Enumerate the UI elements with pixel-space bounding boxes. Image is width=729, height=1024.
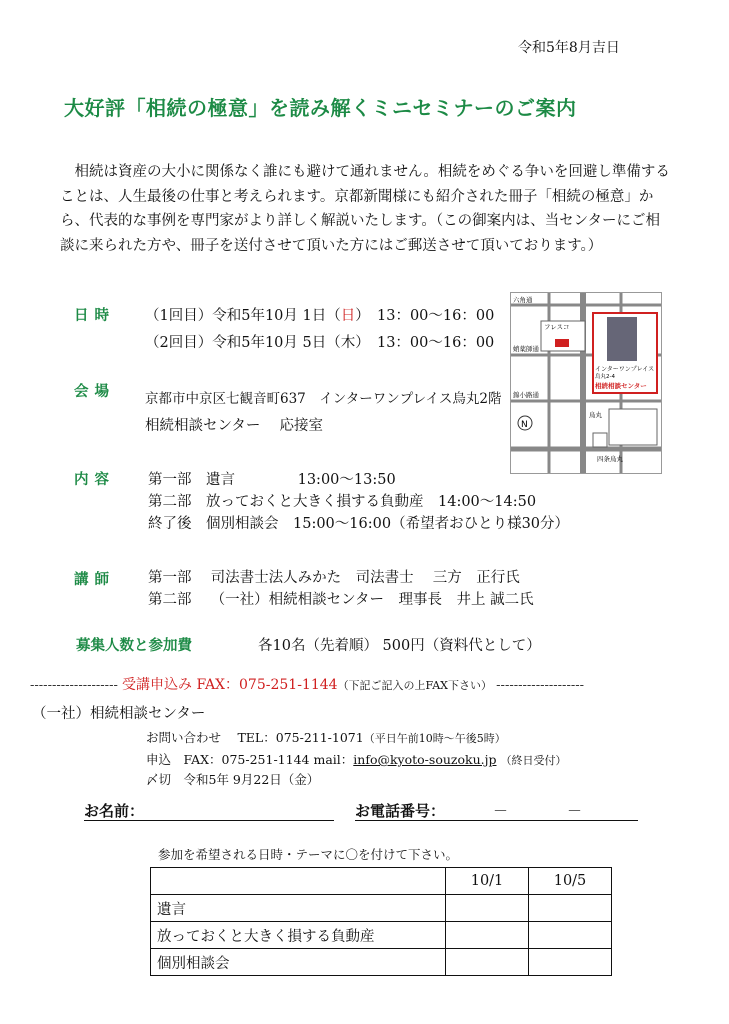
content-text: 放っておくと大きく損する負動産 14:00～14:50 (206, 494, 537, 510)
venue-address: 京都市中京区七観音町637 インターワンプレイス烏丸2階 (145, 391, 502, 407)
apply-heading: 受講申込み FAX：075-251-1144 (122, 677, 338, 693)
table-row (151, 895, 612, 922)
map-building: インターワンプレイス (595, 366, 655, 373)
org-name: （一社）相続相談センター (32, 706, 206, 722)
lecturer-row-1 (148, 566, 520, 587)
phone-separator-1: － (493, 802, 509, 820)
map-street-takoyakushi: 蛸薬師通 (513, 345, 539, 353)
table-cell-checkbox[interactable] (446, 922, 529, 949)
form-instruction: 参加を希望される日時・テーマに〇を付けて下さい。 (158, 847, 459, 862)
content-part: 第一部 (148, 472, 192, 488)
schedule-label: 日時 (74, 307, 115, 324)
intro-paragraph: 相続は資産の大小に関係なく誰にも避けて通れません。相続をめぐる争いを回避し準備することは、人生最後の仕事と考えられます。京都新聞様にも紹介された冊子「相続の極意」から、代表的な事例を専門家がより詳しく解説いたします。（この御案内は、当センターにご相談に来られた方や、冊子を送付させて頂いた方にはご郵送させて頂いております。） (60, 164, 670, 254)
lecturer-text: （一社）相続相談センター 理事長 井上 誠二氏 (210, 592, 534, 608)
contact-inquiry (146, 728, 506, 746)
name-field[interactable] (84, 800, 334, 821)
issue-date: 令和5年8月吉日 (518, 40, 620, 56)
table-cell-checkbox[interactable] (529, 895, 612, 922)
venue-room: 相続相談センター 応接室 (145, 418, 324, 434)
table-row-label: 遺言 (151, 895, 446, 922)
apply-note: （下記ご記入の上FAX下さい） (337, 679, 493, 692)
map-floor: 烏丸2-4 (595, 374, 615, 380)
table-cell-checkbox[interactable] (529, 922, 612, 949)
contact-mail-link[interactable]: info@kyoto-souzoku.jp (353, 752, 497, 767)
lecturer-row-2 (148, 588, 534, 609)
table-row (151, 922, 612, 949)
map-street-rokkaku: 六角通 (513, 296, 533, 304)
table-header-row (151, 868, 612, 895)
apply-separator (30, 674, 720, 694)
contact-fax-mail (146, 750, 566, 768)
content-row-3 (148, 512, 569, 533)
map-street-shijo: 四条烏丸 (597, 455, 623, 463)
participation-table (150, 867, 612, 976)
content-part: 第二部 (148, 494, 192, 510)
table-header-col2: 10/5 (529, 868, 612, 895)
name-field-label: お名前： (84, 802, 145, 820)
map-store: フレスコ (544, 323, 570, 331)
lecturer-part: 第二部 (148, 592, 192, 608)
venue-label: 会場 (74, 383, 115, 400)
map-center: 相続相談センター (595, 382, 647, 390)
lecturer-label: 講師 (74, 571, 115, 588)
phone-separator-2: － (567, 802, 583, 820)
access-map (510, 292, 662, 474)
content-part: 終了後 (148, 516, 192, 532)
content-text: 遺言 13:00～13:50 (206, 472, 396, 488)
apply-dashes-right: -------------------- (496, 678, 585, 693)
table-row (151, 949, 612, 976)
table-row-label: 放っておくと大きく損する負動産 (151, 922, 446, 949)
phone-field-label: お電話番号： (355, 802, 446, 820)
schedule-line-1-pre: （1回目）令和5年10月 1日（ (145, 308, 341, 324)
page-title: 大好評「相続の極意」を読み解くミニセミナーのご案内 (64, 96, 577, 120)
content-text: 個別相談会 15:00～16:00（希望者おひとり様30分） (206, 516, 570, 532)
table-cell-checkbox[interactable] (446, 895, 529, 922)
map-compass: N (521, 420, 528, 430)
contact-mail-note: （終日受付） (500, 754, 567, 767)
schedule-line-1 (145, 304, 494, 325)
apply-dashes-left: -------------------- (30, 678, 118, 693)
contact-inquiry-text: お問い合わせ TEL：075-211-1071 (146, 730, 364, 745)
content-row-1 (148, 468, 396, 489)
lecturer-part: 第一部 (148, 570, 192, 586)
content-label: 内容 (74, 471, 115, 488)
table-cell-checkbox[interactable] (446, 949, 529, 976)
map-street-nishiki: 錦小路通 (513, 391, 539, 399)
schedule-line-1-day: 日 (340, 308, 356, 324)
table-header-blank (151, 868, 446, 895)
phone-field[interactable] (355, 800, 638, 821)
map-station: 烏丸 (589, 411, 602, 419)
table-cell-checkbox[interactable] (529, 949, 612, 976)
table-header-col1: 10/1 (446, 868, 529, 895)
contact-fax-text: 申込 FAX：075-251-1144 mail： (146, 752, 354, 767)
schedule-line-2: （2回目）令和5年10月 5日（木） 13：00～16：00 (145, 335, 495, 351)
schedule-line-1-post: ） 13：00～16：00 (355, 308, 495, 324)
contact-inquiry-note: （平日午前10時～午後5時） (363, 732, 506, 745)
capacity-value: 各10名（先着順） 500円（資料代として） (258, 638, 541, 654)
access-map-drawing (511, 293, 661, 473)
capacity-label: 募集人数と参加費 (76, 637, 192, 654)
table-row-label: 個別相談会 (151, 949, 446, 976)
content-row-2 (148, 490, 536, 511)
lecturer-text: 司法書士法人みかた 司法書士 三方 正行氏 (210, 570, 520, 586)
contact-deadline: 〆切 令和5年 9月22日（金） (146, 772, 320, 787)
